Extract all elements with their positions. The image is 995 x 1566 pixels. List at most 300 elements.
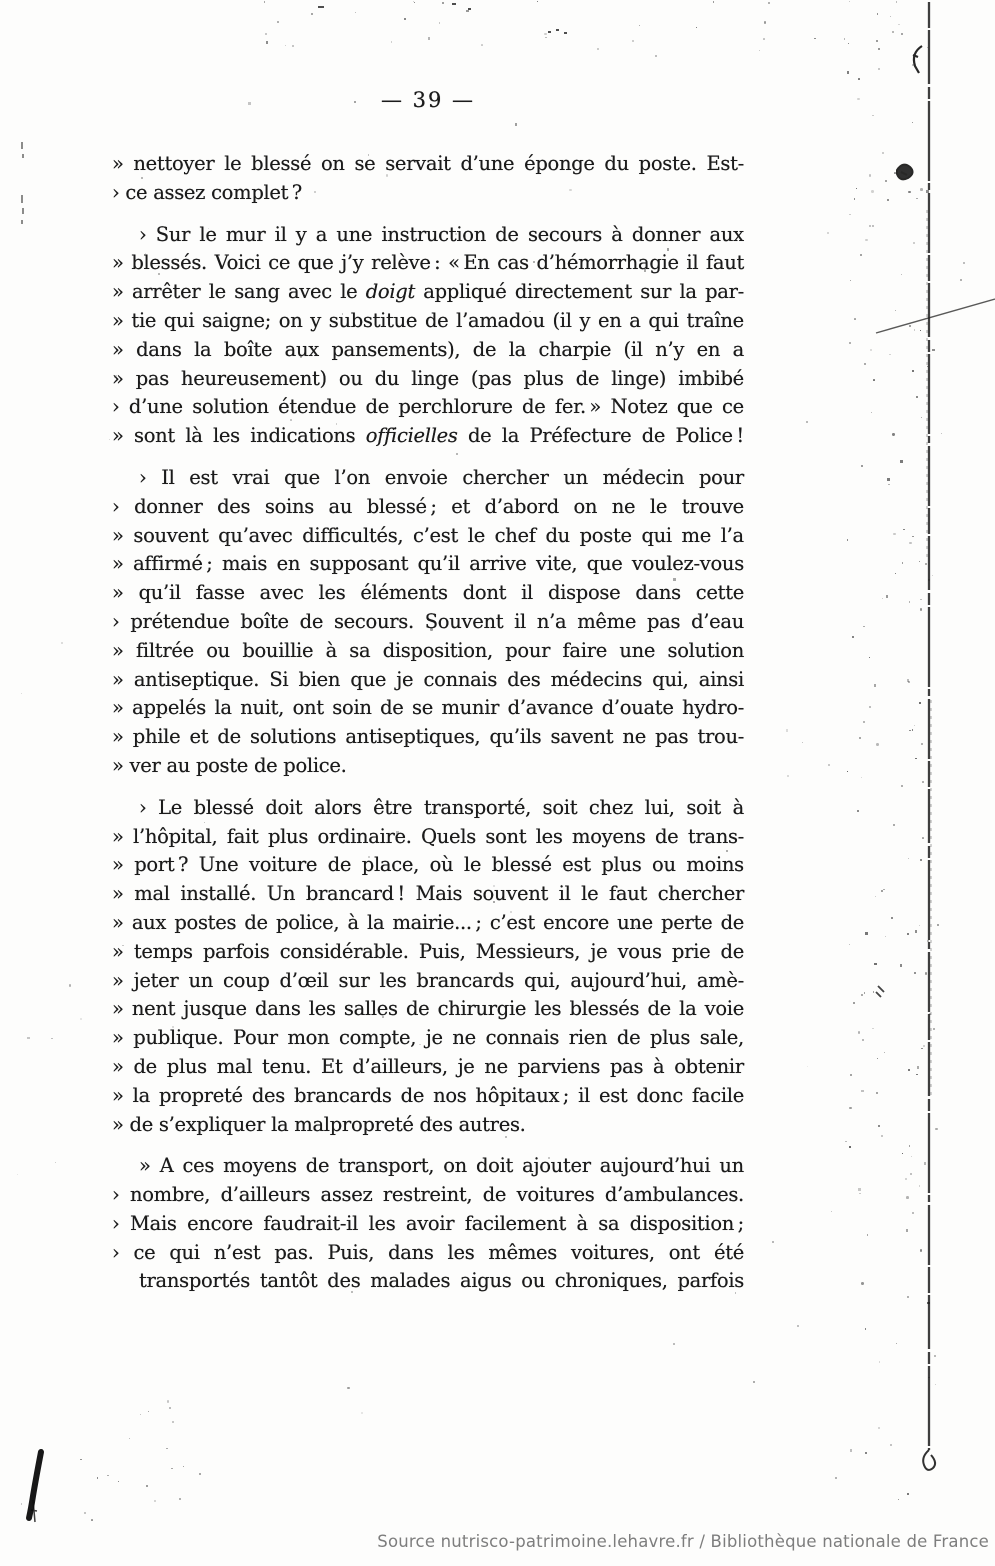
- scan-speckle: [807, 1066, 808, 1067]
- scan-speckle: [827, 232, 829, 234]
- scan-speckle: [764, 21, 766, 23]
- quote-guillemet: »: [112, 638, 124, 662]
- scan-speckle: [481, 44, 483, 46]
- scan-speckle: [861, 777, 862, 778]
- scan-speckle: [84, 1512, 86, 1514]
- scan-speckle: [905, 1178, 908, 1181]
- scan-speckle: [913, 242, 915, 244]
- scan-speckle: [906, 1229, 909, 1232]
- scan-speckle: [912, 1212, 913, 1213]
- scan-speckle: [875, 896, 876, 897]
- quote-guillemet: »: [112, 997, 124, 1021]
- scan-speckle: [61, 642, 63, 644]
- scan-speckle: [914, 725, 915, 726]
- scan-speckle: [914, 329, 916, 331]
- scan-speckle: [856, 188, 857, 189]
- scan-speckle: [545, 37, 546, 38]
- quote-guillemet: »: [112, 552, 124, 576]
- scan-speckle: [916, 198, 918, 200]
- scan-speckle: [27, 1037, 30, 1040]
- text-line: » de s’expliquer la malpropreté des autres.: [112, 1112, 526, 1136]
- scan-speckle: [848, 43, 849, 44]
- scan-speckle: [924, 1162, 927, 1165]
- quote-guillemet: »: [112, 824, 124, 848]
- quote-guillemet: »: [139, 1154, 151, 1178]
- scan-speckle: [786, 729, 788, 731]
- paragraph: [112, 1152, 744, 1296]
- scan-speckle: [941, 433, 942, 434]
- text-line: › Il est vrai que l’on envoie chercher un médecin pour: [112, 464, 744, 493]
- scan-speckle: [874, 963, 876, 965]
- scan-speckle: [847, 71, 849, 73]
- scan-speckle: [69, 984, 71, 986]
- paragraph: [112, 150, 744, 208]
- text-line: » jeter un coup d’œil sur les brancards qui, aujourd’hui, amè-: [112, 967, 744, 996]
- text-line: » appelés la nuit, ont soin de se munir d’avance d’ouate hydro-: [112, 694, 744, 723]
- scan-speckle: [902, 562, 903, 563]
- scan-speckle: [21, 693, 22, 694]
- page-number: — 39 —: [380, 88, 476, 112]
- quote-guillemet: »: [112, 939, 124, 963]
- scan-speckle: [920, 608, 923, 611]
- binding-line-fray: [927, 210, 931, 1100]
- scan-speckle: [852, 636, 854, 638]
- scan-speckle: [80, 1018, 82, 1020]
- scan-speckle: [858, 78, 860, 80]
- scan-speckle: [544, 33, 546, 35]
- scan-speckle: [835, 1477, 837, 1479]
- text-line: » phile et de solutions antiseptiques, qu’ils savent ne pas trou-: [112, 723, 744, 752]
- scan-speckle: [428, 37, 430, 39]
- scan-speckle: [515, 123, 517, 125]
- text-line: » sont là les indications officielles de la Préfecture de Police !: [112, 422, 744, 451]
- scan-speckle: [873, 991, 875, 993]
- scan-speckle: [849, 944, 851, 946]
- scan-speckle: [916, 396, 917, 397]
- scan-speckle: [854, 318, 856, 320]
- scan-speckle: [860, 254, 862, 256]
- scan-speckle: [414, 2, 415, 3]
- scan-speckle: [903, 529, 905, 531]
- scan-speckle: [896, 1343, 897, 1344]
- scan-speckle: [932, 575, 933, 576]
- scan-speckle: [639, 25, 640, 26]
- text-line: › d’une solution étendue de perchlorure de fer. » Notez que ce: [112, 393, 744, 422]
- scan-speckle: [898, 1499, 899, 1500]
- scan-speckle: [861, 465, 863, 467]
- scan-speckle: [876, 1092, 878, 1094]
- scan-speckle: [920, 859, 922, 861]
- scan-speckle: [907, 1493, 909, 1495]
- scan-speckle: [867, 1234, 869, 1236]
- left-margin-ticks: [22, 142, 23, 224]
- scan-speckle: [763, 38, 765, 40]
- scan-speckle: [877, 13, 879, 15]
- scan-speckle: [890, 1444, 892, 1446]
- text-line: » souvent qu’avec difficultés, c’est le chef du poste qui me l’a: [112, 522, 744, 551]
- text-line: » qu’il fasse avec les éléments dont il dispose dans cette: [112, 579, 744, 608]
- scan-speckle: [884, 1052, 885, 1053]
- scan-speckle: [91, 1519, 93, 1521]
- scan-speckle: [881, 890, 883, 892]
- quote-guillemet: »: [112, 1112, 124, 1136]
- scan-speckle: [844, 38, 846, 40]
- text-line: › Le blessé doit alors être transporté, soit chez lui, soit à: [112, 794, 744, 823]
- scan-speckle: [869, 225, 871, 227]
- scan-speckle: [148, 1411, 149, 1412]
- scan-speckle: [673, 1343, 675, 1345]
- scan-speckle: [933, 1028, 935, 1030]
- quote-guillemet: »: [112, 523, 124, 547]
- scan-speckle: [912, 64, 914, 66]
- scan-speckle: [861, 994, 863, 996]
- quote-guillemet: ›: [112, 494, 120, 518]
- text-line: › nombre, d’ailleurs assez restreint, de voitures d’ambulances.: [112, 1181, 744, 1210]
- scan-speckle: [759, 50, 760, 51]
- scan-speckle: [166, 1448, 167, 1449]
- quote-guillemet: »: [112, 910, 124, 934]
- scan-speckle: [17, 1174, 18, 1175]
- scan-speckle: [865, 239, 868, 242]
- scan-speckle: [922, 781, 924, 783]
- quote-guillemet: ›: [112, 1211, 120, 1235]
- scan-speckle: [908, 858, 909, 859]
- scan-speckle: [893, 533, 896, 536]
- scan-speckle: [960, 279, 962, 281]
- scan-speckle: [889, 354, 891, 356]
- scan-speckle: [869, 174, 871, 176]
- quote-guillemet: »: [112, 882, 124, 906]
- scan-speckle: [910, 1173, 912, 1175]
- scan-speckle: [797, 1325, 799, 1327]
- scan-speckle: [872, 225, 874, 227]
- scan-speckle: [118, 1481, 120, 1483]
- scan-speckle: [907, 679, 910, 682]
- scan-speckle: [892, 31, 894, 33]
- scan-speckle: [183, 1466, 184, 1467]
- top-edge-marks: [318, 4, 567, 33]
- diagonal-scratch: [876, 299, 995, 333]
- scan-speckle: [849, 214, 850, 215]
- quote-guillemet: »: [112, 667, 124, 691]
- scan-speckle: [909, 325, 911, 327]
- quote-guillemet: »: [112, 337, 124, 361]
- scan-speckle: [828, 764, 830, 766]
- scan-speckle: [888, 484, 889, 485]
- scan-speckle: [920, 330, 921, 331]
- scan-speckle: [171, 1468, 172, 1469]
- scan-speckle: [919, 702, 921, 704]
- small-mark-bottom-band: [876, 986, 884, 997]
- quote-guillemet: »: [112, 1054, 124, 1078]
- scan-speckle: [849, 1146, 852, 1149]
- scan-speckle: [877, 1058, 879, 1060]
- text-line: › ce qui n’est pas. Puis, dans les mêmes voitures, ont été: [112, 1239, 744, 1268]
- text-line: » ver au poste de police.: [112, 753, 347, 777]
- scan-speckle: [862, 1039, 864, 1041]
- scan-speckle: [129, 1438, 130, 1439]
- scan-speckle: [858, 1188, 860, 1190]
- scan-speckle: [861, 1282, 864, 1285]
- quote-guillemet: »: [112, 280, 124, 304]
- quote-guillemet: »: [112, 968, 124, 992]
- scan-speckle: [802, 742, 803, 743]
- scan-speckle: [869, 706, 871, 708]
- quote-guillemet: »: [112, 1026, 124, 1050]
- scan-speckle: [347, 1387, 349, 1389]
- paragraph: [112, 794, 744, 1140]
- scan-speckle: [878, 1125, 880, 1127]
- scan-speckle: [849, 342, 851, 344]
- scan-speckle: [439, 22, 440, 23]
- scan-speckle: [882, 598, 883, 599]
- scan-speckle: [404, 18, 406, 20]
- scan-speckle: [154, 1500, 156, 1502]
- scan-speckle: [926, 190, 928, 192]
- scan-speckle: [895, 573, 896, 574]
- scan-speckle: [872, 1028, 873, 1029]
- text-line: » tie qui saigne; on y substitue de l’amadou (il y en a qui traîne: [112, 307, 744, 336]
- scan-speckle: [921, 417, 922, 418]
- text-line: › Mais encore faudrait-il les avoir facilement à sa disposition ;: [112, 1210, 744, 1239]
- text-line: » temps parfois considérable. Puis, Messieurs, je vous prie de: [112, 938, 744, 967]
- scan-speckle: [912, 122, 913, 123]
- ink-squiggle-mid-right: [897, 165, 913, 180]
- quote-guillemet: »: [112, 853, 124, 877]
- scan-speckle: [912, 370, 914, 372]
- scan-speckle: [925, 563, 926, 564]
- scan-speckle: [890, 16, 891, 17]
- binding-line-end-curl: [923, 1450, 935, 1470]
- scan-speckle: [413, 1, 414, 2]
- scan-speckle: [882, 152, 884, 154]
- scan-speckle: [442, 2, 444, 4]
- scan-speckle: [806, 421, 808, 423]
- scan-speckle: [907, 933, 909, 935]
- scan-speckle: [886, 595, 888, 597]
- text-line: » la propreté des brancards de nos hôpitaux ; il est donc facile: [112, 1082, 744, 1111]
- scan-speckle: [857, 98, 860, 101]
- text-line: » l’hôpital, fait plus ordinaire. Quels sont les moyens de trans-: [112, 823, 744, 852]
- scan-speckle: [900, 964, 902, 966]
- scan-speckle: [901, 33, 903, 35]
- scan-speckle: [787, 775, 789, 777]
- scan-speckle: [917, 1066, 920, 1069]
- scan-speckle: [901, 785, 903, 787]
- scan-speckle: [895, 310, 896, 311]
- scan-speckle: [893, 824, 895, 826]
- scan-speckle: [901, 274, 902, 275]
- text-line: » port ? Une voiture de place, où le blessé est plus ou moins: [112, 851, 744, 880]
- scan-speckle: [55, 1162, 56, 1163]
- scan-speckle: [466, 10, 468, 12]
- text-line: › Sur le mur il y a une instruction de secours à donner aux: [112, 221, 744, 250]
- scan-speckle: [537, 1, 538, 2]
- quote-guillemet: »: [112, 753, 124, 777]
- scan-speckle: [911, 1156, 912, 1157]
- text-line: » affirmé ; mais en supposant qu’il arrive vite, que voulez-vous: [112, 550, 744, 579]
- scan-speckle: [863, 721, 865, 723]
- scan-speckle: [928, 1377, 929, 1378]
- quote-guillemet: ›: [112, 609, 120, 633]
- scan-speckle: [847, 771, 848, 772]
- scan-speckle: [265, 33, 267, 35]
- quote-guillemet: ›: [112, 395, 120, 419]
- scan-speckle: [887, 478, 890, 481]
- scan-speckle: [908, 681, 910, 683]
- source-attribution: Source nutrisco-patrimoine.lehavre.fr / Bibliothèque nationale de France: [377, 1532, 989, 1551]
- scan-speckle: [696, 27, 698, 29]
- quote-guillemet: ›: [139, 465, 147, 489]
- scan-speckle: [361, 1412, 363, 1414]
- scan-speckle: [849, 1107, 851, 1109]
- quote-guillemet: »: [112, 366, 124, 390]
- text-line: » A ces moyens de transport, on doit ajouter aujourd’hui un: [112, 1152, 744, 1181]
- scan-speckle: [908, 191, 910, 193]
- text-line: » antiseptique. Si bien que je connais des médecins qui, ainsi: [112, 666, 744, 695]
- text-line: » nent jusque dans les salles de chirurgie les blessés de la voie: [112, 995, 744, 1024]
- scan-speckle: [140, 1414, 141, 1415]
- scan-speckle: [920, 1249, 922, 1251]
- scan-speckle: [850, 1449, 852, 1451]
- scan-speckle: [883, 889, 885, 891]
- scan-speckle: [925, 972, 928, 975]
- scan-speckle: [907, 1296, 909, 1298]
- scan-speckle: [934, 1355, 936, 1357]
- scan-speckle: [908, 1069, 910, 1071]
- scan-speckle: [167, 1400, 169, 1402]
- scan-speckle: [355, 12, 356, 13]
- scan-speckle: [892, 433, 894, 435]
- scan-speckle: [932, 349, 934, 351]
- scan-speckle: [963, 262, 965, 264]
- scan-speckle: [929, 1013, 931, 1015]
- text-line: » de plus mal tenu. Et d’ailleurs, je ne parviens pas à obtenir: [112, 1053, 744, 1082]
- text-line: » arrêter le sang avec le doigt appliqué directement sur la par-: [112, 278, 744, 307]
- scan-speckle: [898, 24, 899, 25]
- scan-speckle: [865, 932, 868, 935]
- scan-speckle: [146, 1485, 148, 1487]
- scan-speckle: [859, 737, 861, 739]
- scan-speckle: [871, 412, 872, 413]
- scan-speckle: [878, 68, 880, 70]
- scan-speckle: [912, 729, 913, 730]
- text-line: » aux postes de police, à la mairie... ; c’est encore une perte de: [112, 909, 744, 938]
- quote-guillemet: »: [112, 1083, 124, 1107]
- scan-speckle: [845, 1141, 847, 1143]
- scan-speckle: [906, 1196, 909, 1199]
- scan-speckle: [927, 1302, 929, 1304]
- scan-speckle: [865, 1328, 866, 1329]
- scan-speckle: [896, 1, 897, 2]
- scan-speckle: [391, 41, 392, 42]
- scan-speckle: [902, 1153, 903, 1154]
- scan-speckle: [864, 992, 866, 994]
- scan-speckle: [311, 13, 313, 15]
- quote-guillemet: »: [112, 152, 124, 175]
- scan-speckle: [919, 561, 920, 562]
- scan-speckle: [97, 1477, 99, 1479]
- text-line: » dans la boîte aux pansements), de la charpie (il n’y en a: [112, 336, 744, 365]
- text-line: » pas heureusement) ou du linge (pas plus de linge) imbibé: [112, 365, 744, 394]
- quote-guillemet: »: [112, 424, 124, 448]
- scan-speckle: [869, 657, 870, 658]
- scan-speckle: [277, 21, 279, 23]
- scan-speckle: [927, 366, 928, 367]
- scan-speckle: [885, 180, 888, 183]
- scan-speckle: [909, 542, 911, 544]
- scan-speckle: [916, 1074, 917, 1075]
- scan-speckle: [876, 40, 878, 42]
- text-line: » publique. Pour mon compte, je ne connais rien de plus sale,: [112, 1024, 744, 1053]
- scan-speckle: [921, 743, 923, 745]
- scan-speckle: [900, 460, 903, 463]
- scan-speckle: [874, 684, 877, 687]
- scan-speckle: [922, 837, 924, 839]
- scan-speckle: [80, 1459, 82, 1461]
- text-line: transportés tantôt des malades aigus ou chroniques, parfois: [139, 1269, 744, 1293]
- scan-speckle: [920, 188, 923, 191]
- scan-speckle: [915, 758, 916, 759]
- scan-speckle: [891, 917, 893, 919]
- text-line: › prétendue boîte de secours. Souvent il n’a même pas d’eau: [112, 608, 744, 637]
- scan-speckle: [285, 45, 287, 47]
- scan-speckle: [292, 45, 294, 47]
- scan-speckle: [863, 626, 864, 627]
- scan-speckle: [847, 539, 848, 540]
- scan-speckle: [919, 925, 920, 926]
- scan-speckle: [935, 1128, 938, 1131]
- scan-speckle: [927, 940, 928, 941]
- scan-speckle: [753, 1381, 755, 1383]
- scan-speckle: [935, 1384, 936, 1385]
- scan-speckle: [199, 1473, 201, 1475]
- pen-stroke-tail: [31, 1500, 37, 1522]
- quote-guillemet: »: [112, 308, 124, 332]
- scan-speckle: [857, 810, 859, 812]
- scan-speckle: [878, 48, 880, 50]
- scan-speckle: [109, 439, 110, 440]
- scan-speckle: [872, 115, 873, 116]
- scan-speckle: [909, 730, 911, 732]
- paragraph: [112, 464, 744, 781]
- paragraph: [112, 221, 744, 451]
- scan-speckle: [914, 972, 916, 974]
- scan-speckle: [861, 1090, 863, 1092]
- scan-speckle: [772, 1241, 774, 1243]
- scan-speckle: [881, 1135, 884, 1138]
- scan-speckle: [928, 579, 930, 581]
- scan-speckle: [597, 48, 598, 49]
- scan-speckle: [169, 1407, 170, 1408]
- scan-speckle: [849, 1, 851, 3]
- scan-speckle: [831, 1211, 832, 1212]
- text-line: » mal installé. Un brancard ! Mais souvent il le faut chercher: [112, 880, 744, 909]
- scan-speckle: [879, 1361, 881, 1363]
- scan-speckle: [172, 1421, 174, 1423]
- quote-guillemet: »: [112, 251, 124, 275]
- scan-speckle: [873, 379, 875, 381]
- scan-speckle: [655, 55, 657, 57]
- quote-guillemet: ›: [112, 1183, 120, 1207]
- ink-squiggle-top-right: [913, 46, 922, 73]
- scan-speckle: [876, 743, 879, 746]
- scan-speckle: [768, 2, 770, 4]
- scan-speckle: [107, 1475, 109, 1477]
- scan-speckle: [887, 199, 888, 200]
- scan-speckle: [854, 198, 856, 200]
- scan-speckle: [853, 1002, 855, 1004]
